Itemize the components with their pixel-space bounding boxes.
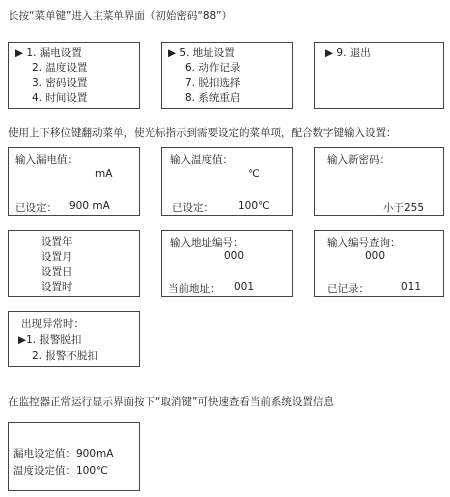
trip-item-alarm-no-trip: 2. 报警不脱扣 [32, 350, 98, 362]
address-box [161, 230, 293, 297]
trip-title: 出现异常时： [21, 318, 84, 330]
address-current-value: 001 [234, 281, 255, 293]
summary-temperature: 温度设定值：100℃ [13, 465, 108, 477]
password-note: 小于255 [383, 202, 425, 214]
time-item-year: 设置年 [41, 236, 73, 248]
address-value: 000 [224, 250, 245, 262]
menu-item-trip: 7. 脱扣选择 [185, 77, 241, 89]
menu-box-3 [314, 42, 444, 109]
temperature-box [161, 147, 293, 216]
menu-item-records: 6. 动作记录 [185, 62, 241, 74]
menu-box-1 [8, 42, 140, 109]
time-item-hour: 设置时 [41, 281, 73, 293]
password-box [314, 147, 444, 216]
record-label: 已记录： [327, 283, 369, 295]
password-title: 输入新密码： [327, 154, 390, 166]
time-box [8, 230, 140, 297]
time-item-day: 设置日 [41, 266, 73, 278]
menu-item-restart: 8. 系统重启 [185, 92, 241, 104]
summary-box [8, 422, 140, 491]
menu-item-leakage: ▶ 1. 漏电设置 [15, 47, 82, 59]
menu-item-time: 4. 时间设置 [32, 92, 88, 104]
temperature-set-label: 已设定： [172, 202, 214, 214]
menu-box-2 [161, 42, 293, 109]
intro-text: 长按“菜单键”进入主菜单界面（初始密码“88”） [8, 10, 233, 22]
trip-item-alarm-trip: ▶1. 报警脱扣 [18, 334, 82, 346]
time-item-month: 设置月 [41, 251, 73, 263]
record-title: 输入编号查询： [327, 237, 401, 249]
temperature-unit: ℃ [248, 168, 260, 180]
leakage-set-value: 900 mA [69, 200, 110, 212]
address-title: 输入地址编号： [170, 237, 244, 249]
leakage-set-label: 已设定： [15, 202, 57, 214]
address-current-label: 当前地址： [168, 283, 221, 295]
quick-view-text: 在监控器正常运行显示界面按下“取消键”可快速查看当前系统设置信息 [8, 396, 334, 408]
temperature-title: 输入温度值： [170, 154, 233, 166]
record-count: 011 [401, 281, 422, 293]
leakage-box [8, 147, 140, 216]
menu-item-temperature: 2. 温度设置 [32, 62, 88, 74]
instruction-text: 使用上下移位键翻动菜单，使光标指示到需要设定的菜单项，配合数字键输入设置： [8, 127, 397, 139]
record-value: 000 [365, 250, 386, 262]
leakage-title: 输入漏电值： [15, 154, 78, 166]
trip-box [8, 311, 140, 367]
menu-item-password: 3. 密码设置 [32, 77, 88, 89]
record-box [314, 230, 444, 297]
leakage-unit: mA [95, 168, 113, 180]
summary-leakage: 漏电设定值：900mA [13, 448, 114, 460]
menu-item-exit: ▶ 9. 退出 [325, 47, 371, 59]
temperature-set-value: 100℃ [238, 200, 270, 212]
menu-item-address: ▶ 5. 地址设置 [168, 47, 235, 59]
